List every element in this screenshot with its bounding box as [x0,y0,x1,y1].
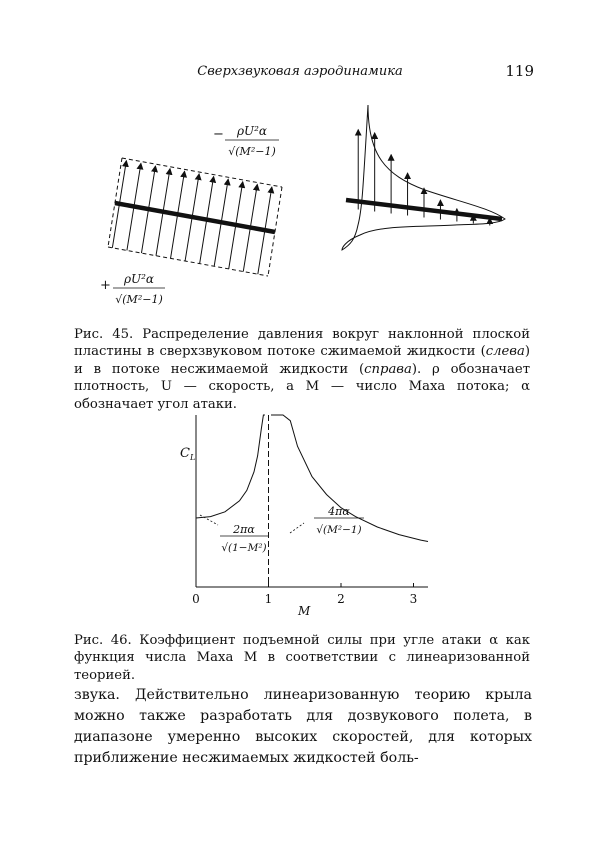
svg-text:√(M²−1): √(M²−1) [316,524,362,536]
fig45-supersonic-diagram [95,115,295,315]
page-number: 119 [505,62,534,80]
svg-text:+: + [100,278,111,293]
bottom-pressure-formula [100,272,165,306]
x-tick-label: 3 [409,592,418,606]
supersonic-curve-label [290,505,364,536]
svg-text:−: − [213,127,224,142]
figure-45-caption: Рис. 45. Распределение давления вокруг наклонной плоской пластины в сверхзвуковом потоке сжимаемой жидкости (слева) и в потоке несжимаемой жидкости (справа). ρ обозначает плотность, U — скорость, а M — число Маха потока; α обозначает угол атаки. [74,327,530,412]
figure-46-caption: Рис. 46. Коэффициент подъемной силы при угле атаки α как функция числа Маха M в соответствии с линеаризованной теорией. [74,633,530,683]
svg-text:ρU²α: ρU²α [123,272,155,286]
x-tick-label: 2 [337,592,345,606]
svg-text:ρU²α: ρU²α [236,124,268,138]
y-axis-label: $C_L$ [180,446,196,462]
x-axis-label: M [298,604,311,618]
svg-text:4πα: 4πα [328,505,350,518]
running-title: Сверхзвуковая аэродинамика [197,64,403,79]
top-pressure-formula [213,124,279,158]
fig45-incompressible-diagram [330,100,520,260]
lift-coefficient-chart [160,405,450,625]
svg-text:2πα: 2πα [233,523,255,536]
svg-text:√(M²−1): √(M²−1) [228,145,276,158]
svg-text:√(M²−1): √(M²−1) [115,293,163,306]
x-tick-label: 0 [192,592,200,606]
x-tick-label: 1 [264,592,273,606]
supersonic-curve [271,415,428,542]
svg-text:√(1−M²): √(1−M²) [221,542,267,554]
flat-plate [115,203,275,232]
subsonic-curve-label [200,515,268,554]
body-paragraph: звука. Действительно линеаризованную теорию крыла можно также разработать для дозвукового полета, в диапазоне умеренно высоких скоростей, для которых приближение несжимаемых жидкостей боль- [74,687,532,766]
subsonic-curve [196,415,265,518]
